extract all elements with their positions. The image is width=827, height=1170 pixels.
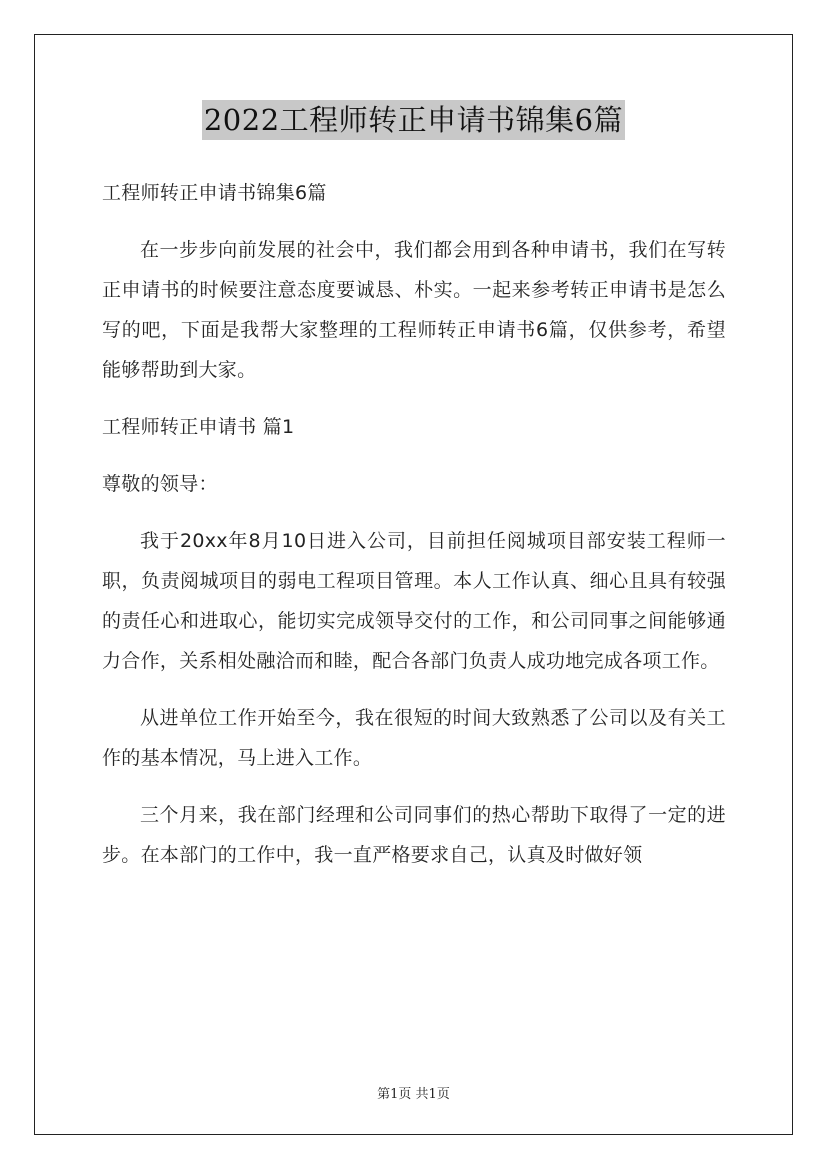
body-paragraph: 我于20xx年8月10日进入公司，目前担任阅城项目部安装工程师一职，负责阅城项目的弱电工程项目管理。本人工作认真、细心且具有较强的责任心和进取心，能切实完成领导交付的工作，和公司同事之间能够通力合作，关系相处融洽而和睦，配合各部门负责人成功地完成各项工作。 [102, 530, 726, 672]
body-paragraph: 从进单位工作开始至今，我在很短的时间大致熟悉了公司以及有关工作的基本情况，马上进入工作。 [102, 707, 726, 769]
body-paragraph: 三个月来，我在部门经理和公司同事们的热心帮助下取得了一定的进步。在本部门的工作中，我一直严格要求自己，认真及时做好领 [102, 804, 726, 866]
title-wrapper [0, 100, 827, 140]
document-title: 2022工程师转正申请书锦集6篇 [202, 100, 625, 140]
page-number: 第1页 共1页 [377, 1087, 450, 1102]
page-footer [0, 1083, 827, 1102]
document-subtitle: 工程师转正申请书锦集6篇 [102, 182, 327, 204]
section-heading: 工程师转正申请书 篇1 [102, 416, 295, 438]
salutation: 尊敬的领导： [102, 473, 218, 495]
intro-paragraph: 在一步步向前发展的社会中，我们都会用到各种申请书，我们在写转正申请书的时候要注意态度要诚恳、朴实。一起来参考转正申请书是怎么写的吧，下面是我帮大家整理的工程师转正申请书6篇，仅供参考，希望能够帮助到大家。 [102, 239, 726, 381]
document-body [102, 173, 726, 892]
